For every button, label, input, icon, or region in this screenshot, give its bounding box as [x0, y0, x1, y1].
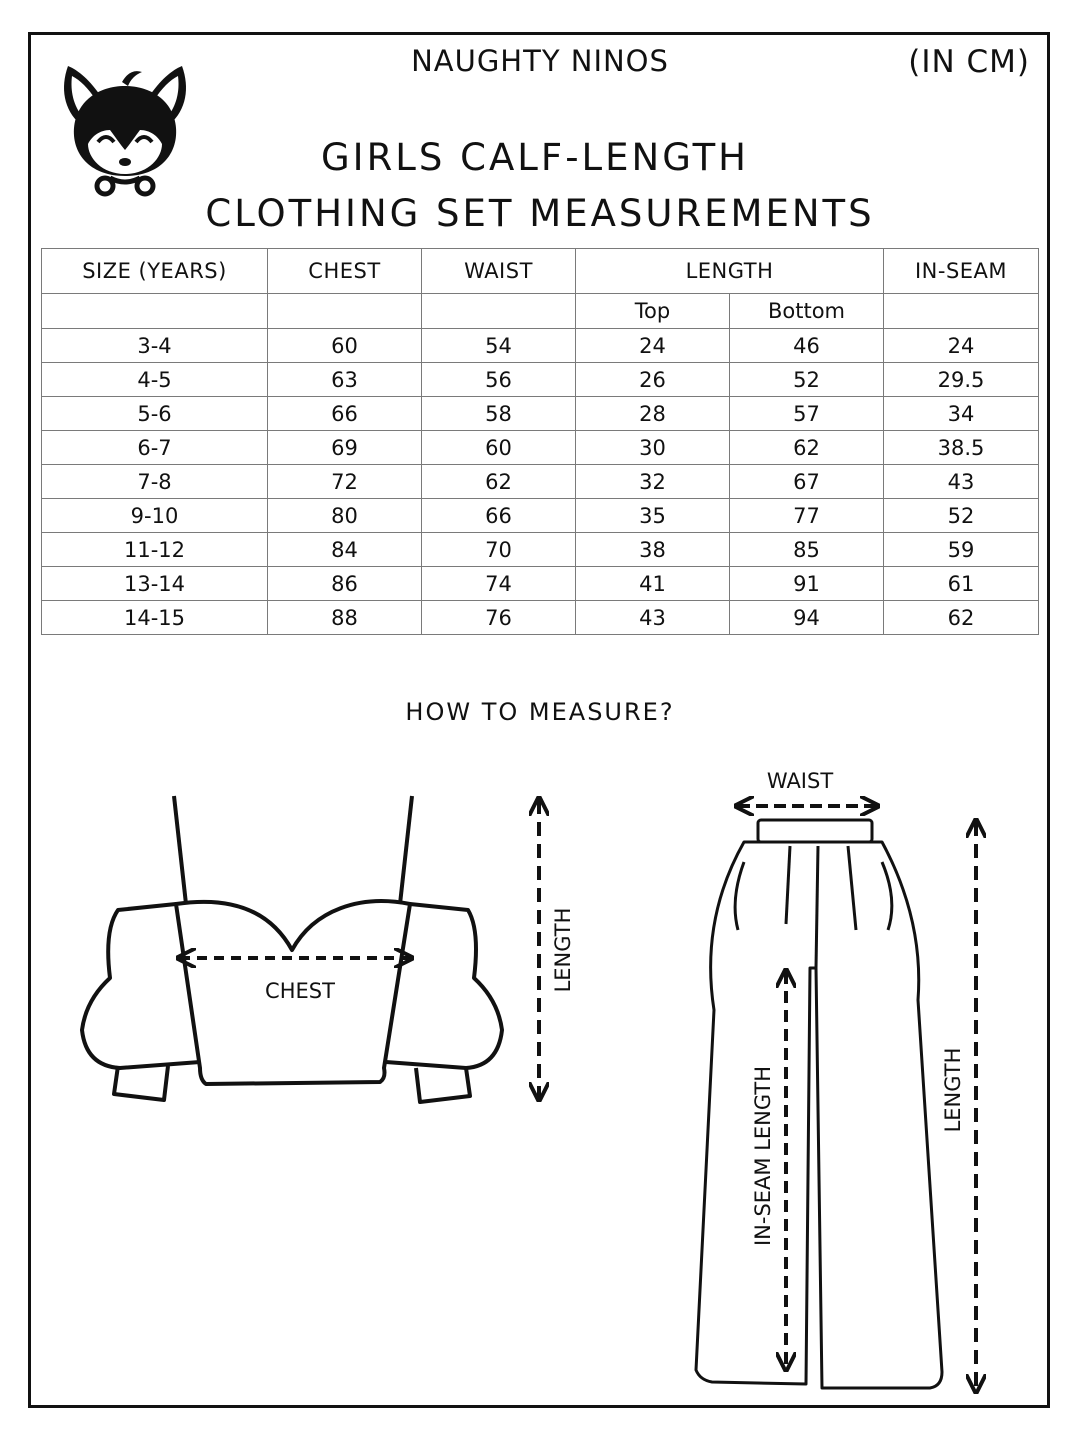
cell-top-length: 43	[576, 601, 730, 635]
cell-size: 13-14	[42, 567, 268, 601]
cell-waist: 56	[422, 363, 576, 397]
cell-bottom-length: 91	[730, 567, 884, 601]
unit-label: (IN CM)	[908, 44, 1030, 80]
table-row	[42, 567, 1039, 601]
cell-bottom-length: 57	[730, 397, 884, 431]
top-length-label: LENGTH	[551, 907, 575, 993]
cell-chest: 88	[268, 601, 422, 635]
chest-label: CHEST	[265, 979, 335, 1003]
cell-waist: 66	[422, 499, 576, 533]
cell-chest: 80	[268, 499, 422, 533]
header-inseam: IN-SEAM	[884, 249, 1039, 294]
table-row	[42, 533, 1039, 567]
table-row	[42, 499, 1039, 533]
crop-top-illustration	[82, 796, 502, 1102]
how-to-measure-heading: HOW TO MEASURE?	[405, 698, 675, 726]
cell-size: 7-8	[42, 465, 268, 499]
title-line-2: CLOTHING SET MEASUREMENTS	[205, 192, 875, 235]
cell-size: 14-15	[42, 601, 268, 635]
subheader-empty	[884, 294, 1039, 329]
header-length: LENGTH	[576, 249, 884, 294]
header-waist: WAIST	[422, 249, 576, 294]
cell-chest: 84	[268, 533, 422, 567]
cell-waist: 62	[422, 465, 576, 499]
cell-bottom-length: 85	[730, 533, 884, 567]
cell-bottom-length: 46	[730, 329, 884, 363]
cell-chest: 63	[268, 363, 422, 397]
table-row	[42, 601, 1039, 635]
cell-top-length: 24	[576, 329, 730, 363]
cell-bottom-length: 77	[730, 499, 884, 533]
size-chart-table	[41, 248, 1039, 635]
cell-inseam: 62	[884, 601, 1039, 635]
cell-top-length: 30	[576, 431, 730, 465]
cell-inseam: 59	[884, 533, 1039, 567]
subheader-empty	[422, 294, 576, 329]
cell-chest: 69	[268, 431, 422, 465]
cell-top-length: 35	[576, 499, 730, 533]
cell-size: 3-4	[42, 329, 268, 363]
cell-waist: 70	[422, 533, 576, 567]
subheader-empty	[268, 294, 422, 329]
cell-bottom-length: 52	[730, 363, 884, 397]
waist-label: WAIST	[766, 769, 834, 793]
cell-waist: 58	[422, 397, 576, 431]
cell-chest: 72	[268, 465, 422, 499]
table-row	[42, 363, 1039, 397]
title-line-1: GIRLS CALF-LENGTH	[321, 136, 749, 179]
cell-inseam: 24	[884, 329, 1039, 363]
cell-top-length: 38	[576, 533, 730, 567]
cell-bottom-length: 62	[730, 431, 884, 465]
cell-inseam: 38.5	[884, 431, 1039, 465]
cell-size: 11-12	[42, 533, 268, 567]
cell-waist: 76	[422, 601, 576, 635]
cell-size: 4-5	[42, 363, 268, 397]
subheader-top: Top	[576, 294, 730, 329]
cell-top-length: 28	[576, 397, 730, 431]
cell-inseam: 43	[884, 465, 1039, 499]
cell-size: 9-10	[42, 499, 268, 533]
cell-bottom-length: 67	[730, 465, 884, 499]
cell-top-length: 26	[576, 363, 730, 397]
pant-length-label: LENGTH	[941, 1047, 965, 1133]
cell-size: 5-6	[42, 397, 268, 431]
table-row	[42, 431, 1039, 465]
cell-inseam: 52	[884, 499, 1039, 533]
cell-chest: 66	[268, 397, 422, 431]
cell-chest: 86	[268, 567, 422, 601]
brand-name: NAUGHTY NINOS	[411, 44, 669, 78]
subheader-bottom: Bottom	[730, 294, 884, 329]
cell-inseam: 29.5	[884, 363, 1039, 397]
cell-top-length: 32	[576, 465, 730, 499]
cell-waist: 60	[422, 431, 576, 465]
cell-size: 6-7	[42, 431, 268, 465]
cell-inseam: 61	[884, 567, 1039, 601]
header-chest: CHEST	[268, 249, 422, 294]
measurement-diagram	[0, 740, 1080, 1400]
inseam-label: IN-SEAM LENGTH	[751, 1065, 775, 1247]
table-row	[42, 329, 1039, 363]
header-size: SIZE (YEARS)	[42, 249, 268, 294]
cell-chest: 60	[268, 329, 422, 363]
cell-waist: 54	[422, 329, 576, 363]
cell-inseam: 34	[884, 397, 1039, 431]
cell-top-length: 41	[576, 567, 730, 601]
pants-illustration	[696, 820, 942, 1388]
cell-waist: 74	[422, 567, 576, 601]
subheader-empty	[42, 294, 268, 329]
table-row	[42, 397, 1039, 431]
table-row	[42, 465, 1039, 499]
page-title	[0, 130, 1080, 242]
cell-bottom-length: 94	[730, 601, 884, 635]
